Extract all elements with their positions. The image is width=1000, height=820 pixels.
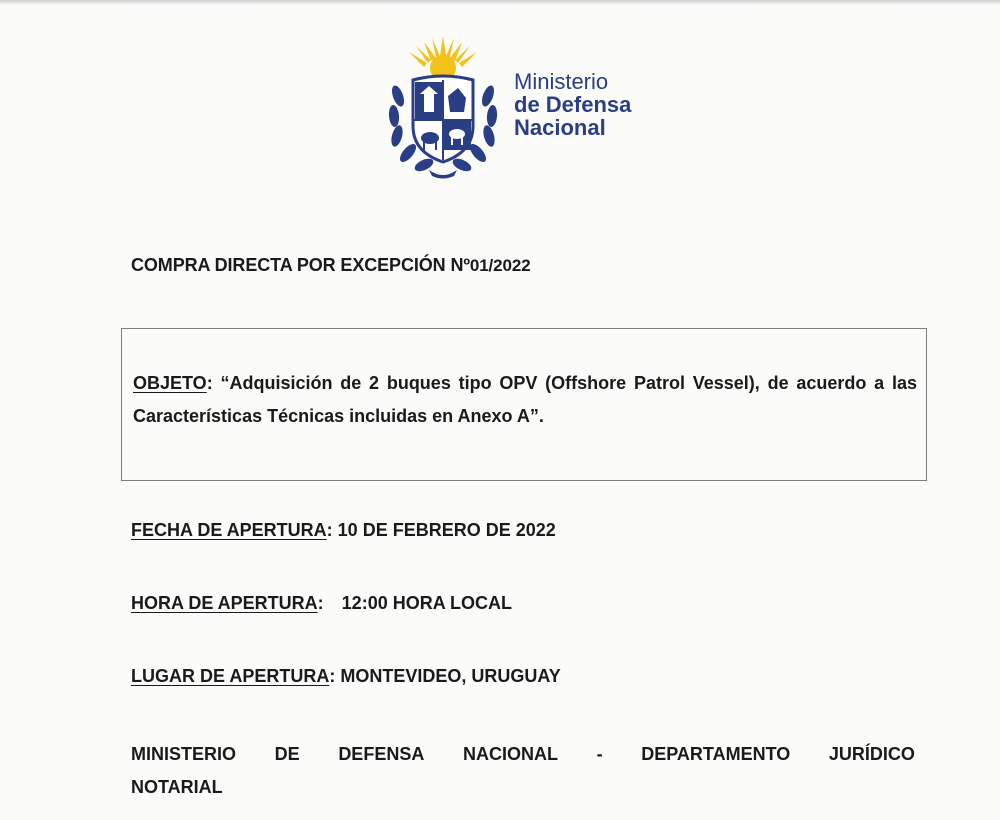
title-prefix: COMPRA DIRECTA POR EXCEPCIÓN Nº <box>131 255 470 275</box>
department-line1 <box>131 738 915 771</box>
department-word: JURÍDICO <box>828 744 915 764</box>
objeto-box <box>121 328 927 481</box>
objeto-text: : “Adquisición de 2 buques tipo OPV (Offshore Patrol Vessel), de acuerdo a las Características Técnicas incluidas en Anexo A”. <box>133 373 917 426</box>
department-word: - <box>596 744 603 764</box>
issuing-department <box>131 738 915 804</box>
department-word: DEFENSA <box>338 744 425 764</box>
objeto-label: OBJETO <box>133 373 207 393</box>
fecha-apertura <box>131 520 556 541</box>
lugar-apertura <box>131 666 561 687</box>
scan-edge <box>0 0 1000 5</box>
fecha-label: FECHA DE APERTURA <box>131 520 327 540</box>
fecha-value: : 10 DE FEBRERO DE 2022 <box>326 520 556 540</box>
ministry-name-line2: de Defensa <box>514 92 632 117</box>
lugar-value: : MONTEVIDEO, URUGUAY <box>329 666 561 686</box>
hora-apertura <box>131 593 512 614</box>
title-number: 01/2022 <box>469 256 531 275</box>
ministry-logo <box>384 34 674 179</box>
department-word: NACIONAL <box>462 744 558 764</box>
hora-separator: : <box>317 593 324 613</box>
department-word: MINISTERIO <box>131 744 237 764</box>
hora-label: HORA DE APERTURA <box>131 593 318 613</box>
sun-icon <box>409 36 477 81</box>
uruguay-coat-of-arms-icon <box>384 34 502 179</box>
department-word: DEPARTAMENTO <box>641 744 791 764</box>
lugar-label: LUGAR DE APERTURA <box>131 666 330 686</box>
hora-value: 12:00 HORA LOCAL <box>341 593 513 613</box>
objeto-paragraph <box>133 367 917 433</box>
ministry-name-line1: Ministerio <box>514 69 609 94</box>
department-word: DE <box>274 744 300 764</box>
document-title <box>131 255 531 276</box>
shield-icon <box>413 76 473 162</box>
department-line2: NOTARIAL <box>131 777 223 797</box>
ministry-name <box>514 70 631 139</box>
ministry-name-line3: Nacional <box>514 115 606 140</box>
